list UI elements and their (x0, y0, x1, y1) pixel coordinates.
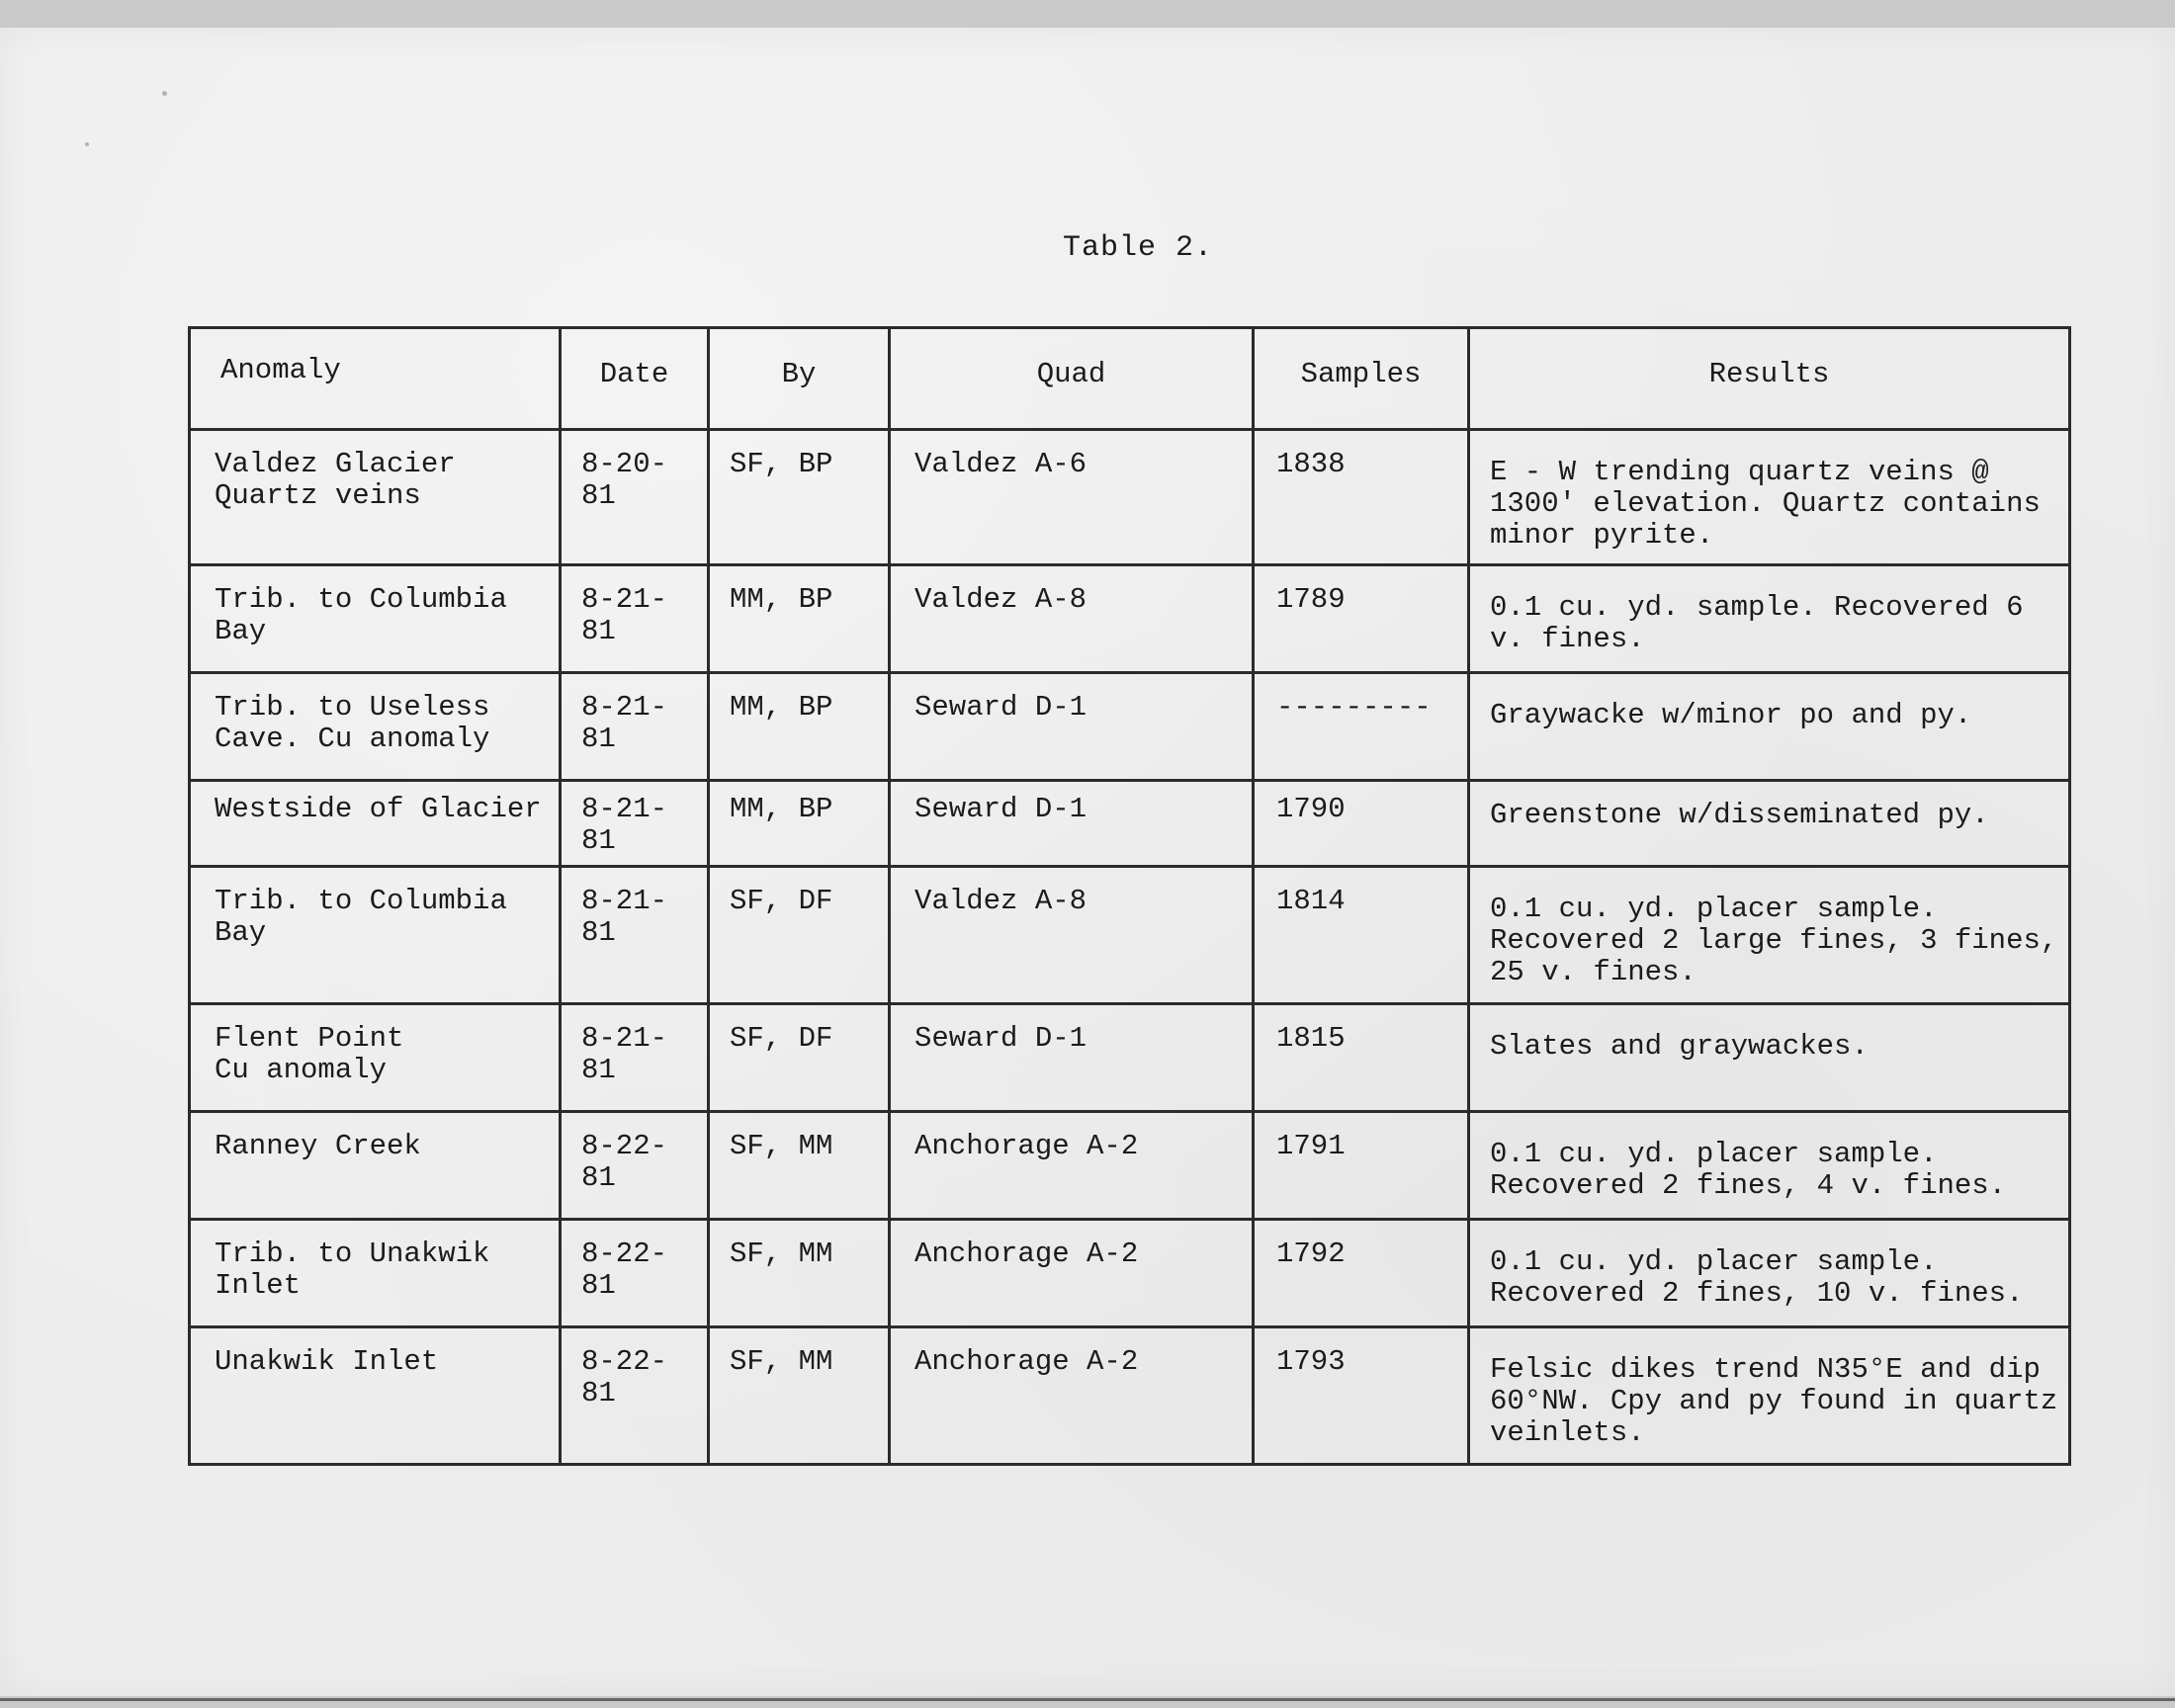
anomaly-cell: Trib. to Columbia Bay (190, 867, 561, 1004)
table-row (190, 1327, 2070, 1465)
table-row (190, 1220, 2070, 1327)
page-bottom-edge (0, 1698, 2175, 1701)
by-cell: SF, MM (709, 1220, 890, 1327)
samples-cell: 1838 (1254, 430, 1469, 565)
results-cell: E - W trending quartz veins @ 1300' elevation. Quartz contains minor pyrite. (1469, 430, 2070, 565)
date-cell: 8-20-81 (561, 430, 709, 565)
table-row (190, 867, 2070, 1004)
header-by: By (709, 328, 890, 430)
date-cell: 8-21-81 (561, 867, 709, 1004)
quad-cell: Anchorage A-2 (890, 1327, 1254, 1465)
by-cell: SF, MM (709, 1327, 890, 1465)
quad-cell: Valdez A-6 (890, 430, 1254, 565)
paper-speck (85, 142, 89, 146)
results-cell: 0.1 cu. yd. placer sample. Recovered 2 fines, 10 v. fines. (1469, 1220, 2070, 1327)
table-row (190, 673, 2070, 781)
quad-cell: Anchorage A-2 (890, 1112, 1254, 1220)
date-cell: 8-22-81 (561, 1220, 709, 1327)
quad-cell: Valdez A-8 (890, 867, 1254, 1004)
anomaly-cell: Trib. to Columbia Bay (190, 565, 561, 673)
anomaly-cell: Westside of Glacier (190, 781, 561, 867)
table-row (190, 565, 2070, 673)
samples-cell: 1815 (1254, 1004, 1469, 1112)
header-anomaly: Anomaly (190, 328, 561, 430)
date-cell: 8-21-81 (561, 673, 709, 781)
anomaly-cell: Trib. to Useless Cave. Cu anomaly (190, 673, 561, 781)
quad-cell: Seward D-1 (890, 781, 1254, 867)
quad-cell: Seward D-1 (890, 1004, 1254, 1112)
anomaly-cell: Flent Point Cu anomaly (190, 1004, 561, 1112)
header-quad: Quad (890, 328, 1254, 430)
anomaly-cell: Unakwik Inlet (190, 1327, 561, 1465)
date-cell: 8-21-81 (561, 781, 709, 867)
date-cell: 8-22-81 (561, 1327, 709, 1465)
by-cell: SF, MM (709, 1112, 890, 1220)
anomaly-cell: Trib. to Unakwik Inlet (190, 1220, 561, 1327)
header-date: Date (561, 328, 709, 430)
table-caption: Table 2. (1063, 231, 1214, 265)
results-cell: 0.1 cu. yd. placer sample. Recovered 2 large fines, 3 fines, 25 v. fines. (1469, 867, 2070, 1004)
results-cell: 0.1 cu. yd. placer sample. Recovered 2 fines, 4 v. fines. (1469, 1112, 2070, 1220)
header-samples: Samples (1254, 328, 1469, 430)
samples-cell: 1792 (1254, 1220, 1469, 1327)
table-row (190, 430, 2070, 565)
anomaly-results-table (188, 326, 2071, 1466)
header-results: Results (1469, 328, 2070, 430)
quad-cell: Seward D-1 (890, 673, 1254, 781)
samples-cell: --------- (1254, 673, 1469, 781)
table-row (190, 781, 2070, 867)
results-cell: Felsic dikes trend N35°E and dip 60°NW. Cpy and py found in quartz veinlets. (1469, 1327, 2070, 1465)
by-cell: MM, BP (709, 781, 890, 867)
samples-cell: 1793 (1254, 1327, 1469, 1465)
anomaly-cell: Ranney Creek (190, 1112, 561, 1220)
samples-cell: 1789 (1254, 565, 1469, 673)
by-cell: MM, BP (709, 565, 890, 673)
samples-cell: 1814 (1254, 867, 1469, 1004)
document-page (0, 28, 2175, 1696)
date-cell: 8-21-81 (561, 565, 709, 673)
table-row (190, 1112, 2070, 1220)
by-cell: SF, BP (709, 430, 890, 565)
by-cell: MM, BP (709, 673, 890, 781)
results-cell: Graywacke w/minor po and py. (1469, 673, 2070, 781)
results-cell: Greenstone w/disseminated py. (1469, 781, 2070, 867)
samples-cell: 1790 (1254, 781, 1469, 867)
table-header-row (190, 328, 2070, 430)
anomaly-cell: Valdez Glacier Quartz veins (190, 430, 561, 565)
table-row (190, 1004, 2070, 1112)
results-cell: 0.1 cu. yd. sample. Recovered 6 v. fines. (1469, 565, 2070, 673)
by-cell: SF, DF (709, 1004, 890, 1112)
by-cell: SF, DF (709, 867, 890, 1004)
samples-cell: 1791 (1254, 1112, 1469, 1220)
quad-cell: Valdez A-8 (890, 565, 1254, 673)
quad-cell: Anchorage A-2 (890, 1220, 1254, 1327)
date-cell: 8-22-81 (561, 1112, 709, 1220)
date-cell: 8-21-81 (561, 1004, 709, 1112)
paper-speck (162, 91, 167, 96)
results-cell: Slates and graywackes. (1469, 1004, 2070, 1112)
